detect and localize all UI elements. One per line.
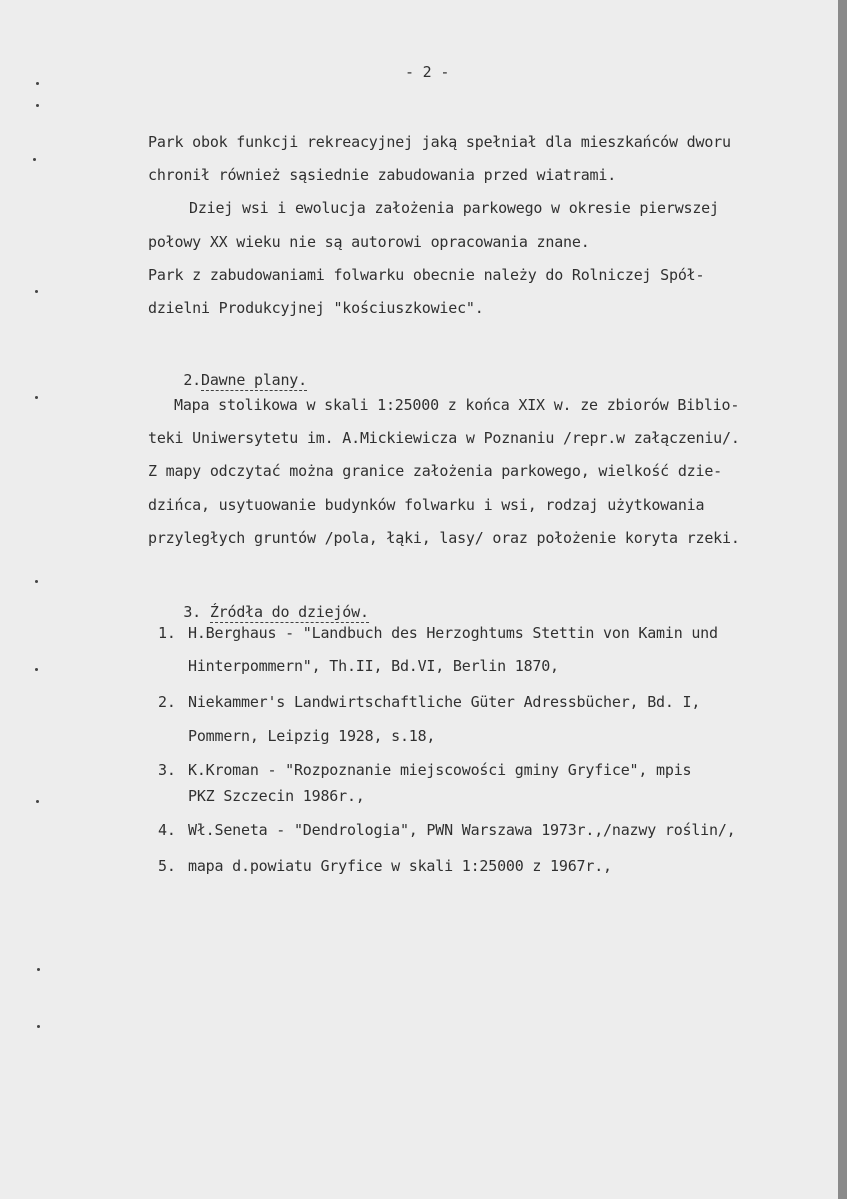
list-item-number: 4. — [158, 821, 176, 839]
text-line: Park z zabudowaniami folwarku obecnie należy do Rolniczej Spół- — [148, 266, 705, 284]
list-item-line: H.Berghaus - "Landbuch des Herzoghtums Stettin von Kamin und — [188, 624, 718, 642]
margin-mark — [35, 290, 38, 293]
margin-mark — [37, 968, 40, 971]
list-item-line: Wł.Seneta - "Dendrologia", PWN Warszawa 1973r.,/nazwy roślin/, — [188, 821, 736, 839]
text-line: Dziej wsi i ewolucja założenia parkowego w okresie pierwszej — [189, 199, 719, 217]
text-line: Z mapy odczytać można granice założenia parkowego, wielkość dzie- — [148, 462, 722, 480]
margin-mark — [35, 396, 38, 399]
scan-edge — [838, 0, 847, 1199]
margin-mark — [36, 82, 39, 85]
section-title: Dawne plany. — [201, 371, 307, 389]
list-item-line: mapa d.powiatu Gryfice w skali 1:25000 z 1967r., — [188, 857, 612, 875]
margin-mark — [36, 800, 39, 803]
margin-mark — [35, 668, 38, 671]
list-item-line: PKZ Szczecin 1986r., — [188, 787, 365, 805]
list-item-number: 3. — [158, 761, 176, 779]
text-line: chronił również sąsiednie zabudowania przed wiatrami. — [148, 166, 617, 184]
section-number: 2. — [183, 371, 201, 389]
list-item-line: Niekammer's Landwirtschaftliche Güter Adressbücher, Bd. I, — [188, 693, 701, 711]
margin-mark — [35, 580, 38, 583]
text-line: Mapa stolikowa w skali 1:25000 z końca XIX w. ze zbiorów Biblio- — [174, 396, 740, 414]
text-line: połowy XX wieku nie są autorowi opracowania znane. — [148, 233, 590, 251]
list-item-line: Pommern, Leipzig 1928, s.18, — [188, 727, 436, 745]
margin-mark — [37, 1025, 40, 1028]
list-item-line: Hinterpommern", Th.II, Bd.VI, Berlin 1870, — [188, 657, 559, 675]
margin-mark — [36, 104, 39, 107]
text-line: Park obok funkcji rekreacyjnej jaką spełniał dla mieszkańców dworu — [148, 133, 731, 151]
text-line: dzińca, usytuowanie budynków folwarku i wsi, rodzaj użytkowania — [148, 496, 705, 514]
section-title: Źródła do dziejów. — [209, 603, 369, 621]
margin-mark — [33, 158, 36, 161]
list-item-number: 1. — [158, 624, 176, 642]
section-number: 3. — [183, 603, 201, 621]
page-number: - 2 - — [405, 63, 450, 81]
list-item-number: 5. — [158, 857, 176, 875]
list-item-line: K.Kroman - "Rozpoznanie miejscowości gminy Gryfice", mpis — [188, 761, 692, 779]
text-line: teki Uniwersytetu im. A.Mickiewicza w Poznaniu /repr.w załączeniu/. — [148, 429, 740, 447]
text-line: dzielni Produkcyjnej "kościuszkowiec". — [148, 299, 484, 317]
list-item-number: 2. — [158, 693, 176, 711]
text-line: przyległych gruntów /pola, łąki, lasy/ oraz położenie koryta rzeki. — [148, 529, 740, 547]
